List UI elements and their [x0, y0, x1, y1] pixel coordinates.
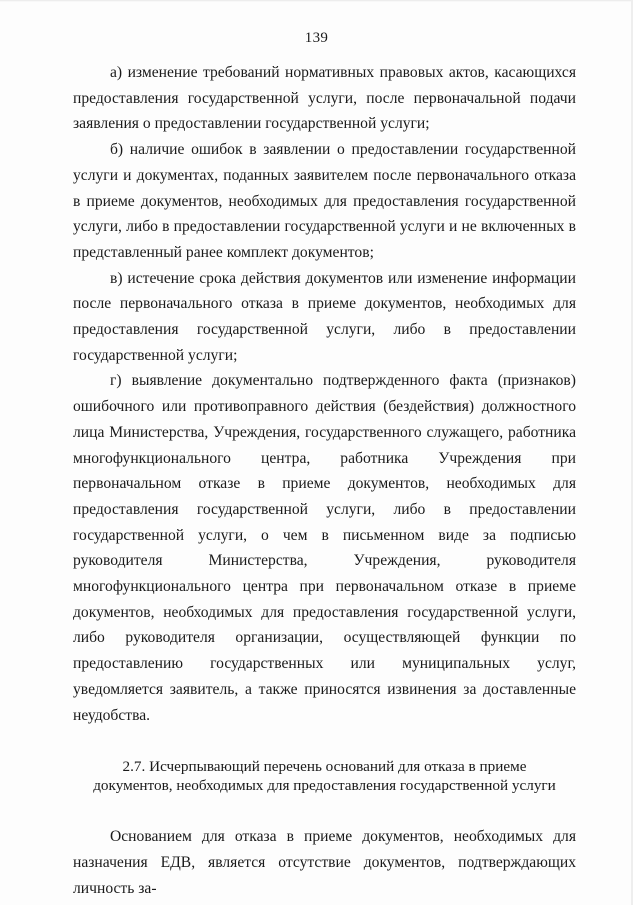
paragraph-a: а) изменение требований нормативных правовых актов, касающихся предоставления государственной услуги, после первоначальной подачи заявления о предоставлении государственной услуги;: [73, 64, 576, 133]
document-body: [73, 60, 576, 901]
scan-edge: [0, 0, 633, 2]
page-number: 139: [304, 30, 329, 46]
paragraph-grounds: Основанием для отказа в приеме документов, необходимых для назначения ЕДВ, является отсутствие документов, подтверждающих личность за-: [73, 828, 576, 897]
paragraph-c: в) истечение срока действия документов или изменение информации после первоначального отказа в приеме документов, необходимых для предоставления государственной услуги, либо в предоставлении государственной услуги;: [73, 269, 576, 364]
paragraph-d: г) выявление документально подтвержденного факта (признаков) ошибочного или противоправного действия (бездействия) должностного лица Министерства, Учреждения, государственного служащего, работника многофункционального центра, работника Учреждения при первоначальном отказе в приеме документов, необходимых для предоставления государственной услуги, либо в предоставлении государственной услуги, о чем в письменном виде за подписью руководителя Министерства, Учреждения, руководителя многофункционального центра при первоначальном отказе в приеме документов, необходимых для предоставления государственной услуги, либо руководителя организации, осуществляющей функции по предоставлению государственных или муниципальных услуг, уведомляется заявитель, а также приносятся извинения за доставленные неудобства.: [73, 372, 576, 724]
section-heading: 2.7. Исчерпывающий перечень оснований для отказа в приеме документов, необходимых для предоставления государственной услуги: [93, 758, 556, 795]
paragraph-b: б) наличие ошибок в заявлении о предоставлении государственной услуги и документах, поданных заявителем после первоначального отказа в приеме документов, необходимых для предоставления государственной услуги, либо в предоставлении государственной услуги и не включенных в представленный ранее комплект документов;: [73, 141, 576, 261]
